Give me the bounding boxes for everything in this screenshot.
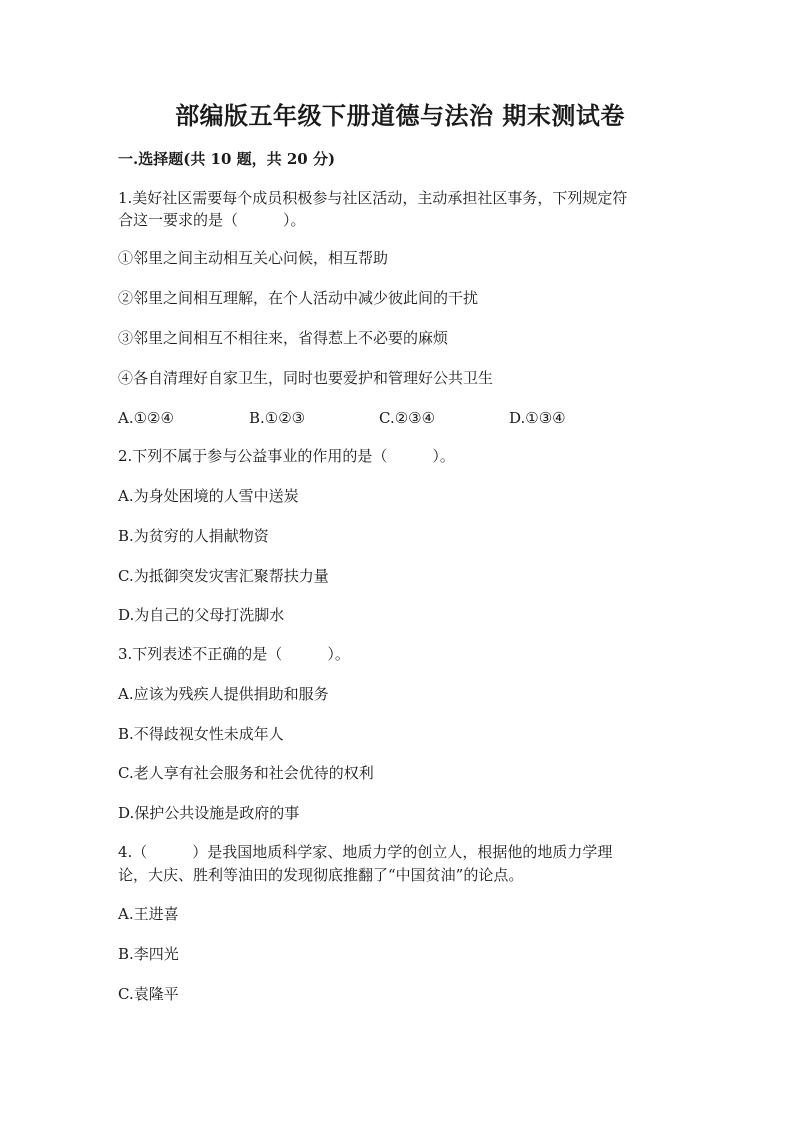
question-1-statement-2: ②邻里之间相互理解，在个人活动中减少彼此间的干扰 <box>118 289 479 307</box>
question-3-option-c[interactable]: C.老人享有社会服务和社会优待的权利 <box>118 764 374 782</box>
question-4-stem-line-1: 4.（ ）是我国地质科学家、地质力学的创立人，根据他的地质力学理 <box>118 843 613 861</box>
question-4-stem-line-2: 论，大庆、胜利等油田的发现彻底推翻了“中国贫油”的论点。 <box>118 866 524 884</box>
question-1-option-a[interactable]: A.①②④ <box>118 409 174 427</box>
question-1-option-b[interactable]: B.①②③ <box>249 409 306 427</box>
question-1-option-d[interactable]: D.①③④ <box>509 409 566 427</box>
question-4-option-a[interactable]: A.王进喜 <box>118 905 179 923</box>
question-3-option-b[interactable]: B.不得歧视女性未成年人 <box>118 725 284 743</box>
question-2-stem: 2.下列不属于参与公益事业的作用的是（ ）。 <box>118 447 455 465</box>
question-1-statement-4: ④各自清理好自家卫生，同时也要爱护和管理好公共卫生 <box>118 369 494 387</box>
question-3-option-d[interactable]: D.保护公共设施是政府的事 <box>118 804 300 822</box>
question-3-stem: 3.下列表述不正确的是（ ）。 <box>118 645 350 663</box>
question-4-option-c[interactable]: C.袁隆平 <box>118 985 179 1003</box>
question-2-option-b[interactable]: B.为贫穷的人捐献物资 <box>118 527 269 545</box>
question-2-option-a[interactable]: A.为身处困境的人雪中送炭 <box>118 487 299 505</box>
question-1-statement-3: ③邻里之间相互不相往来，省得惹上不必要的麻烦 <box>118 329 449 347</box>
question-1-stem-line-1: 1.美好社区需要每个成员积极参与社区活动，主动承担社区事务，下列规定符 <box>118 189 628 207</box>
question-1-option-c[interactable]: C.②③④ <box>379 409 436 427</box>
question-3-option-a[interactable]: A.应该为残疾人提供捐助和服务 <box>118 685 329 703</box>
question-1-stem-line-2: 合这一要求的是（ ）。 <box>118 211 306 229</box>
question-2-option-d[interactable]: D.为自己的父母打洗脚水 <box>118 606 285 624</box>
question-4-option-b[interactable]: B.李四光 <box>118 945 179 963</box>
question-1-statement-1: ①邻里之间主动相互关心问候，相互帮助 <box>118 249 389 267</box>
question-2-option-c[interactable]: C.为抵御突发灾害汇聚帮扶力量 <box>118 567 329 585</box>
page-title: 部编版五年级下册道德与法治 期末测试卷 <box>175 101 625 130</box>
section-heading: 一.选择题(共 10 题，共 20 分) <box>118 150 336 168</box>
